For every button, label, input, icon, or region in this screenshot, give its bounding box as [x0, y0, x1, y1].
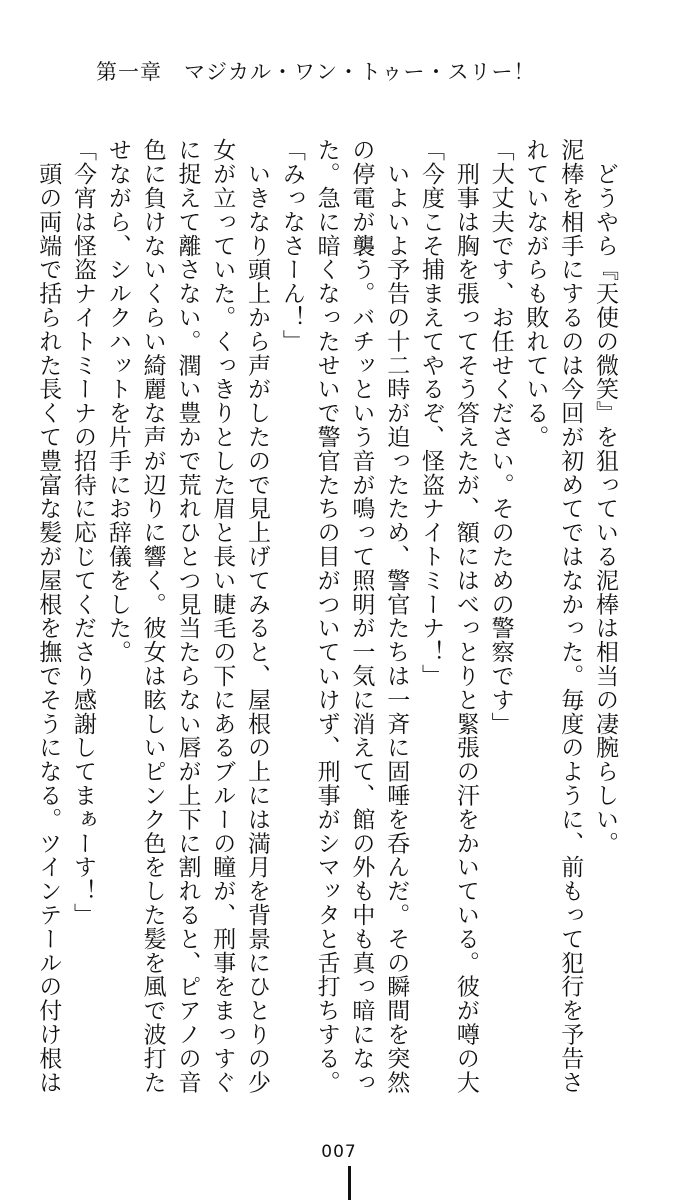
page-number: 007: [321, 1142, 357, 1162]
text-line: れていながらも敗れている。: [522, 138, 549, 449]
text-line: に捉えて離さない。潤い豊かで荒れひとつ見当たらない唇が上下に割れると、ピアノの音: [174, 138, 201, 1094]
text-line: 「今宵は怪盗ナイトミーナの招待に応じてくださり感謝してまぁーす！」: [70, 138, 97, 927]
page-edge-rule: [348, 1166, 351, 1200]
text-line: 刑事は胸を張ってそう答えたが、額にはべっとりと緊張の汗をかいている。彼が噂の大: [452, 138, 479, 1094]
body-text: [30, 138, 622, 1094]
text-line: いきなり頭上から声がしたので見上げてみると、屋根の上には満月を背景にひとりの少: [244, 138, 271, 1094]
text-line: た。急に暗くなったせいで警官たちの目がついていけず、刑事がシマッタと舌打ちする。: [313, 138, 340, 1094]
text-line: 頭の両端で括られた長くて豊富な髪が屋根を撫でそうになる。ツインテールの付け根は: [35, 138, 62, 1094]
text-line: 「みっなさーん！」: [278, 138, 305, 354]
text-line: 泥棒を相手にするのは今回が初めてではなかった。毎度のように、前もって犯行を予告さ: [557, 138, 584, 1094]
text-line: 「大丈夫です、お任せください。そのための警察です」: [487, 138, 514, 736]
chapter-heading: 第一章 マジカル・ワン・トゥー・スリー！: [96, 60, 536, 84]
text-line: 色に負けないくらい綺麗な声が辺りに響く。彼女は眩しいピンク色をした髪を風で波打た: [139, 138, 166, 1094]
text-line: いよいよ予告の十二時が迫ったため、警官たちは一斉に固唾を呑んだ。その瞬間を突然: [383, 138, 410, 1094]
text-line: 「今度こそ捕まえてやるぞ、怪盗ナイトミーナ！」: [418, 138, 445, 688]
text-line: 女が立っていた。くっきりとした眉と長い睫毛の下にあるブルーの瞳が、刑事をまっすぐ: [209, 138, 236, 1094]
text-line: どうやら『天使の微笑』を狙っている泥棒は相当の凄腕らしい。: [592, 138, 618, 855]
text-line: の停電が襲う。バチッという音が鳴って照明が一気に消えて、館の外も中も真っ暗になっ: [348, 138, 375, 1094]
text-line: せながら、シルクハットを片手にお辞儀をした。: [104, 138, 131, 664]
